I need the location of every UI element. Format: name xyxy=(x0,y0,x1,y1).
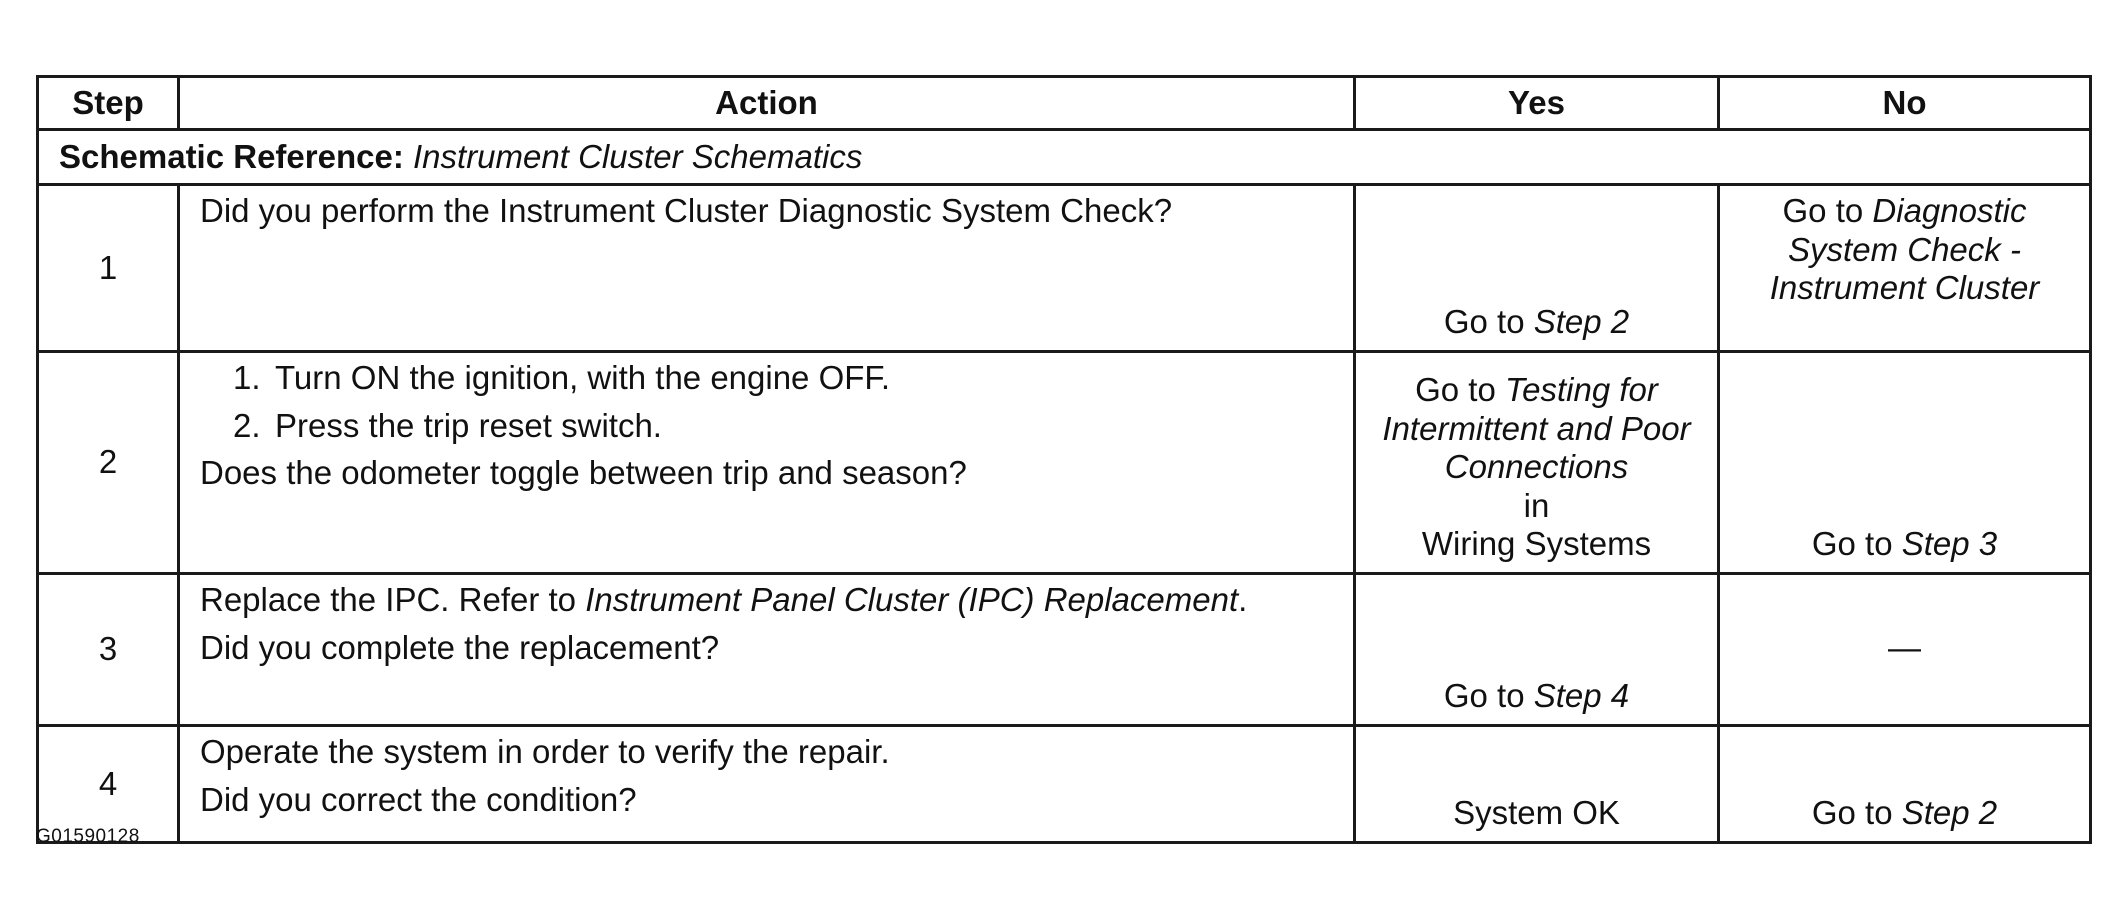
step-number: 1 xyxy=(38,185,179,352)
schematic-reference-label: Schematic Reference: xyxy=(59,137,404,175)
action-list xyxy=(200,359,1335,445)
yes-mid: in xyxy=(1523,486,1550,524)
list-item-text: Press the trip reset switch. xyxy=(275,406,662,444)
list-item xyxy=(200,407,1335,446)
action-cell xyxy=(179,185,1355,352)
step-number: 3 xyxy=(38,574,179,726)
list-item-number: 1. xyxy=(233,359,261,396)
header-no: No xyxy=(1719,77,2091,130)
action-text: Operate the system in order to verify the repair. xyxy=(200,733,890,770)
no-dash: — xyxy=(1888,629,1921,667)
header-yes: Yes xyxy=(1355,77,1719,130)
yes-prefix: Go to xyxy=(1443,303,1534,341)
action-question: Does the odometer toggle between trip and season? xyxy=(200,454,967,492)
step-number: 2 xyxy=(38,352,179,574)
action-cell xyxy=(179,352,1355,574)
action-question: Did you complete the replacement? xyxy=(200,628,720,666)
yes-cell xyxy=(1355,185,1719,352)
no-step-link[interactable]: Diagnostic System Check - Instrument Cluster xyxy=(1769,192,2040,307)
no-prefix: Go to xyxy=(1811,525,1902,563)
action-cell xyxy=(179,726,1355,843)
yes-step-link[interactable]: Step 4 xyxy=(1533,677,1630,715)
schematic-reference-row xyxy=(38,130,2091,185)
action-reference-link[interactable]: Instrument Panel Cluster (IPC) Replacement xyxy=(585,581,1239,618)
yes-cell xyxy=(1355,352,1719,574)
header-action: Action xyxy=(179,77,1355,130)
list-item-text: Turn ON the ignition, with the engine OFF. xyxy=(275,359,891,396)
yes-prefix: Go to xyxy=(1415,370,1505,408)
yes-prefix: Go to xyxy=(1443,677,1534,715)
yes-cell xyxy=(1355,574,1719,726)
no-cell xyxy=(1719,352,2091,574)
no-step-link[interactable]: Step 3 xyxy=(1901,525,1998,563)
action-cell xyxy=(179,574,1355,726)
yes-text: System OK xyxy=(1453,794,1620,832)
action-question: Did you correct the condition? xyxy=(200,780,637,818)
yes-step-link[interactable]: Testing for Intermittent and Poor Connections xyxy=(1382,370,1691,486)
table-row xyxy=(38,352,2091,574)
no-prefix: Go to xyxy=(1811,794,1902,832)
action-text: Did you perform the Instrument Cluster Diagnostic System Check? xyxy=(200,192,1173,229)
diagnostic-table xyxy=(36,75,2092,844)
no-cell xyxy=(1719,185,2091,352)
step-number: 4 xyxy=(38,726,179,843)
table-row xyxy=(38,185,2091,352)
yes-suffix: Wiring Systems xyxy=(1421,525,1652,563)
no-cell xyxy=(1719,726,2091,843)
action-suffix: . xyxy=(1238,581,1248,618)
yes-step-link[interactable]: Step 2 xyxy=(1533,303,1630,341)
header-row xyxy=(38,77,2091,130)
no-cell xyxy=(1719,574,2091,726)
no-prefix: Go to xyxy=(1782,192,1873,229)
list-item xyxy=(200,359,1335,398)
figure-code: G01590128 xyxy=(36,826,140,847)
action-prefix: Replace the IPC. Refer to xyxy=(200,581,586,618)
table-row xyxy=(38,574,2091,726)
list-item-number: 2. xyxy=(233,406,261,444)
table-row xyxy=(38,726,2091,843)
schematic-reference xyxy=(38,130,2091,185)
no-step-link[interactable]: Step 2 xyxy=(1901,794,1998,832)
header-step: Step xyxy=(38,77,179,130)
yes-cell xyxy=(1355,726,1719,843)
action-text xyxy=(200,581,1335,620)
schematic-reference-link[interactable]: Instrument Cluster Schematics xyxy=(413,137,863,175)
